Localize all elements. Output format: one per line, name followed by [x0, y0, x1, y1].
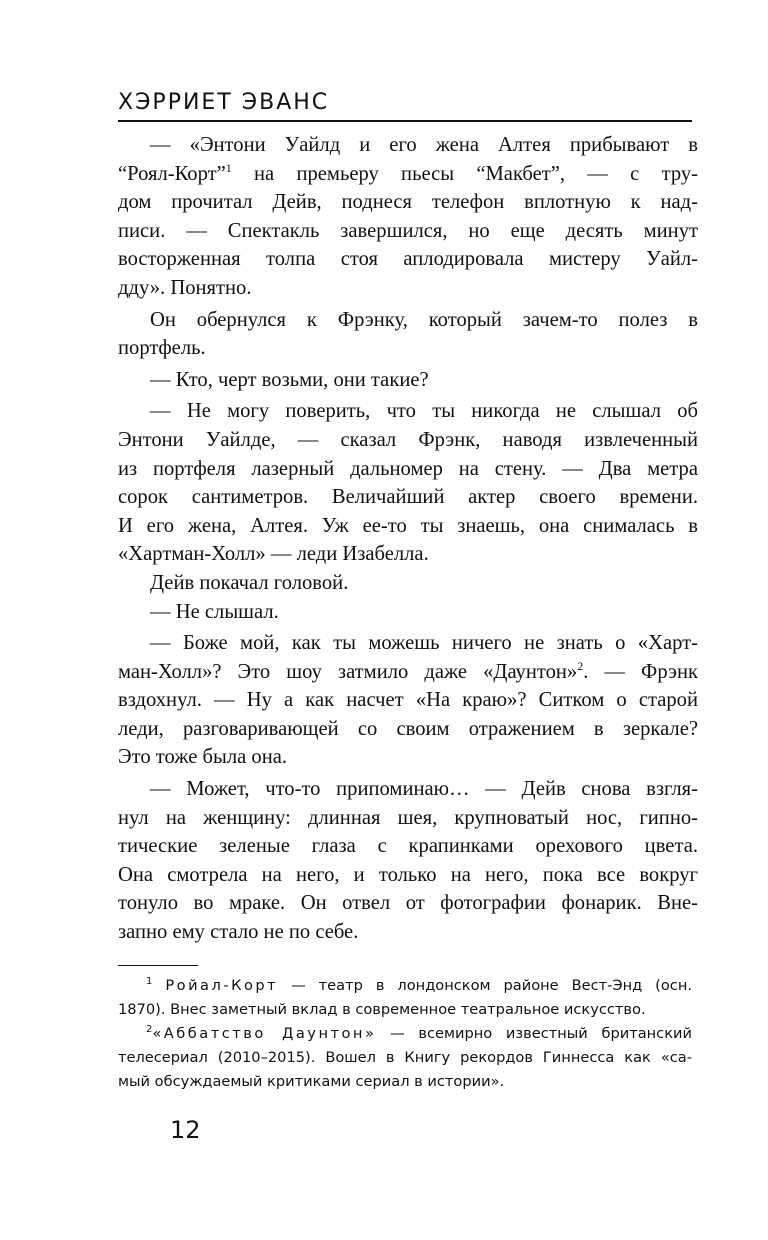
- text-line: “Роял-Корт”$^1$ на премьеру пьесы “Макбет”, — с тру-: [118, 160, 698, 185]
- text-line: нул на женщину: длинная шея, крупноватый нос, гипно-: [118, 806, 698, 829]
- page-number: 12: [170, 1116, 201, 1144]
- text-line: дом прочитал Дейв, поднеся телефон вплотную к над-: [118, 191, 698, 214]
- footnote-2-term: «Аббатство Даунтон»: [152, 1025, 377, 1042]
- text-line: — Не могу поверить, что ты никогда не слышал об: [150, 400, 698, 423]
- text-line: Дейв покачал головой.: [150, 571, 349, 594]
- text-line: — Не слышал.: [150, 600, 279, 623]
- text-line: «Хартман-Холл» — леди Изабелла.: [118, 543, 429, 566]
- footnote-rule: [118, 965, 198, 966]
- text-line: И его жена, Алтея. Уж ее-то ты знаешь, она снималась в: [118, 514, 698, 537]
- running-head-author: ХЭРРИЕТ ЭВАНС: [118, 90, 330, 115]
- text-line: тонуло во мраке. Он отвел от фотографии фонарик. Вне-: [118, 892, 698, 915]
- footnote-2-line: мый обсуждаемый критиками сериал в истории».: [118, 1073, 505, 1090]
- text-line: дду». Понятно.: [118, 276, 252, 299]
- text-line: тические зеленые глаза с крапинками орехового цвета.: [118, 835, 698, 858]
- header-rule: [118, 120, 692, 122]
- footnote-2-line: телесериал (2010–2015). Вошел в Книгу рекордов Гиннесса как «са-: [118, 1049, 692, 1066]
- footnotes: [118, 974, 692, 1094]
- text-line: портфель.: [118, 337, 206, 360]
- footnote-1-line: $^1$ Ройал-Корт — театр в лондонском районе Вест-Энд (осн.: [146, 976, 693, 994]
- main-text: [118, 131, 698, 947]
- text-line: запно ему стало не по себе.: [118, 921, 359, 944]
- footnote-ref-2: 2: [577, 658, 584, 673]
- text-line: Это тоже была она.: [118, 746, 288, 769]
- text-line: — Боже мой, как ты можешь ничего не знать о «Харт-: [150, 632, 698, 655]
- text-line: восторженная толпа стоя аплодировала мистеру Уайл-: [118, 248, 698, 271]
- text-line: леди, разговаривающей со своим отражением в зеркале?: [118, 717, 698, 740]
- text-line: Он обернулся к Фрэнку, который зачем-то полез в: [150, 308, 698, 331]
- text-line: Она смотрела на него, и только на него, пока все вокруг: [118, 863, 698, 886]
- footnote-2-line: $^2$«Аббатство Даунтон» — всемирно известный британский: [146, 1024, 692, 1042]
- text-line: — «Энтони Уайлд и его жена Алтея прибывают в: [150, 134, 698, 156]
- text-line: ман-Холл»? Это шоу затмило даже «Даунтон»$^2$. — Фрэнк: [118, 658, 699, 683]
- text-line: вздохнул. — Ну а как насчет «На краю»? Ситком о старой: [118, 689, 698, 712]
- text-line: из портфеля лазерный дальномер на стену. — Два метра: [118, 457, 698, 480]
- footnote-1-term: Ройал-Корт: [165, 977, 279, 994]
- text-line: сорок сантиметров. Величайший актер своего времени.: [118, 486, 698, 509]
- text-line: писи. — Спектакль завершился, но еще десять минут: [118, 219, 698, 242]
- footnote-ref-1: 1: [225, 160, 232, 175]
- text-line: — Может, что-то припоминаю… — Дейв снова взгля-: [150, 778, 698, 801]
- text-line: — Кто, черт возьми, они такие?: [150, 368, 429, 391]
- footnote-1-line: 1870). Внес заметный вклад в современное театральное искусство.: [118, 1001, 646, 1018]
- text-line: Энтони Уайлде, — сказал Фрэнк, наводя извлеченный: [118, 428, 698, 451]
